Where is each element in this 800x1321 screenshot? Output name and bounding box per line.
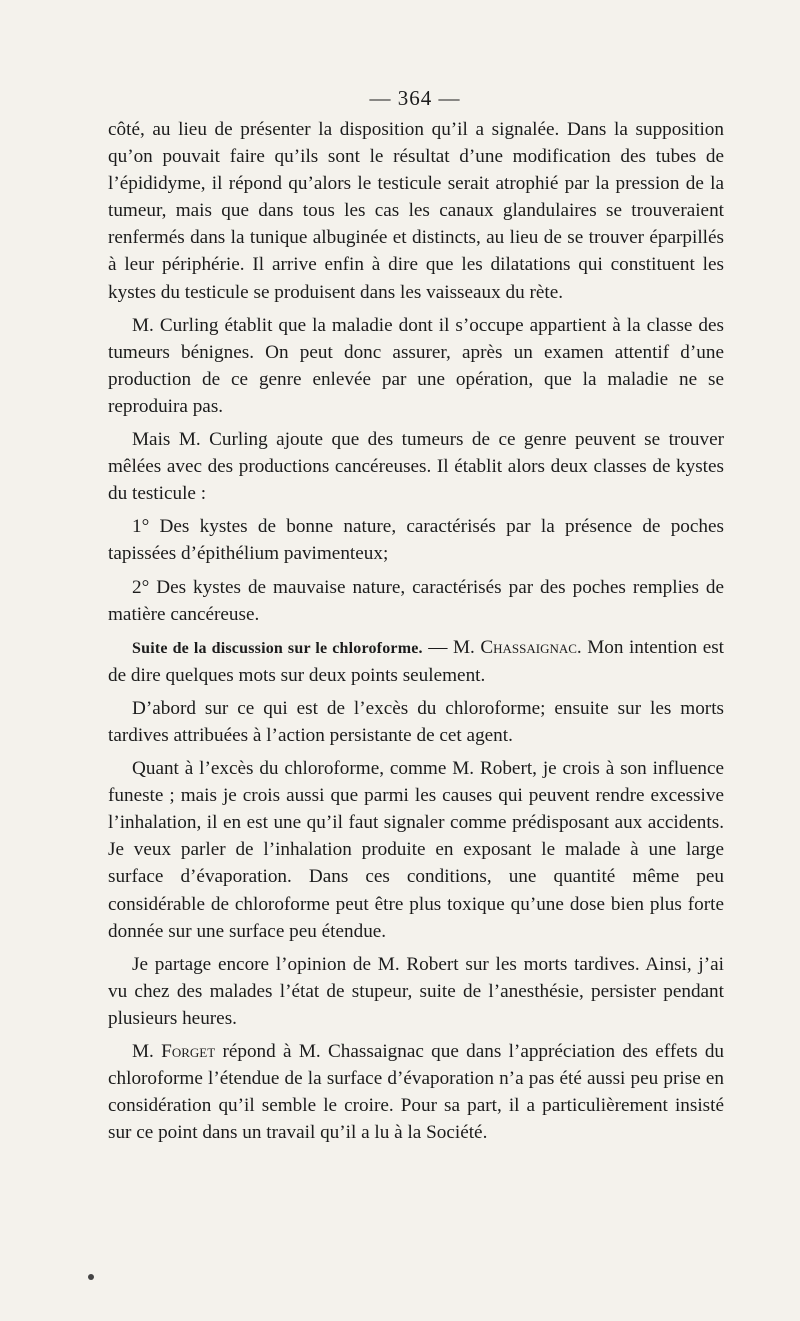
paragraph-8: Je partage encore l’opinion de M. Robert sur les morts tardives. Ainsi, j’ai vu chez des malades l’état de stupeur, suite de l’anesthésie, persister pendant plusieurs heures.: [108, 953, 724, 1029]
list-item-1: 1° Des kystes de bonne nature, caractérisés par la présence de poches tapissées d’épithélium pavimenteux;: [108, 516, 724, 565]
section-paragraph: Suite de la discussion sur le chloroforme. — M. Chassaignac. Mon intention est de dire quelques mots sur deux points seulement.: [108, 636, 725, 686]
paragraph-7: Quant à l’excès du chloroforme, comme M. Robert, je crois à son influence funeste ; mais je crois aussi que parmi les causes qui peuvent rendre excessive l’inhalation, il en est une qu’il faut signaler comme prédisposant aux accidents. Je veux parler de l’inhalation produite en exposant le malade à une large surface d’évaporation. Dans ces conditions, une quantité même peu considérable de chloroforme peut être plus toxique qu’une dose bien plus forte donnée sur une surface peu étendue.: [108, 758, 724, 942]
paragraph-3: Mais M. Curling ajoute que des tumeurs de ce genre peuvent se trouver mêlées avec des productions cancéreuses. Il établit alors deux classes de kystes du testicule :: [108, 429, 724, 505]
page-body: [108, 116, 724, 1152]
section-intro: Mon intention est de dire quelques mots sur deux points seulement.: [108, 636, 725, 686]
final-prefix: M.: [132, 1041, 154, 1062]
paragraph-1: côté, au lieu de présenter la disposition qu’il a signalée. Dans la supposition qu’on pouvait faire qu’ils sont le résultat d’une modification des tubes de l’épididyme, il répond qu’alors le testicule serait atrophié par la pression de la tumeur, mais que dans tous les cas les canaux glandulaires se trouveraient renfermés dans la tunique albuginée et distincts, au lieu de se trouver éparpillés à leur périphérie. Il arrive enfin à dire que les dilatations qui constituent les kystes du testicule se produisent dans les vaisseaux du rète.: [108, 119, 724, 303]
paragraph-6: D’abord sur ce qui est de l’excès du chloroforme; ensuite sur les morts tardives attribuées à l’action persistante de cet agent.: [108, 697, 724, 746]
ink-speck: [88, 1274, 94, 1280]
final-speaker: Forget: [161, 1041, 216, 1062]
final-text: répond à M. Chassaignac que dans l’appréciation des effets du chloroforme l’étendue de la surface d’évaporation n’a pas été aussi peu prise en considération qu’il semble le croire. Pour sa part, il a particulièrement insisté sur ce point dans un travail qu’il a lu à la Société.: [108, 1041, 725, 1144]
speaker-name: M. Chassaignac.: [452, 636, 582, 658]
page-number: — 364 —: [369, 86, 461, 110]
paragraph-2: M. Curling établit que la maladie dont il s’occupe appartient à la classe des tumeurs bénignes. On peut donc assurer, après un examen attentif d’une production de ce genre enlevée par une opération, que la maladie ne se reproduira pas.: [108, 314, 724, 417]
final-paragraph: [108, 1038, 724, 1146]
section-heading: Suite de la discussion sur le chloroforme.: [132, 639, 423, 657]
list-item-2: 2° Des kystes de mauvaise nature, caractérisés par des poches remplies de matière cancéreuse.: [108, 576, 724, 625]
